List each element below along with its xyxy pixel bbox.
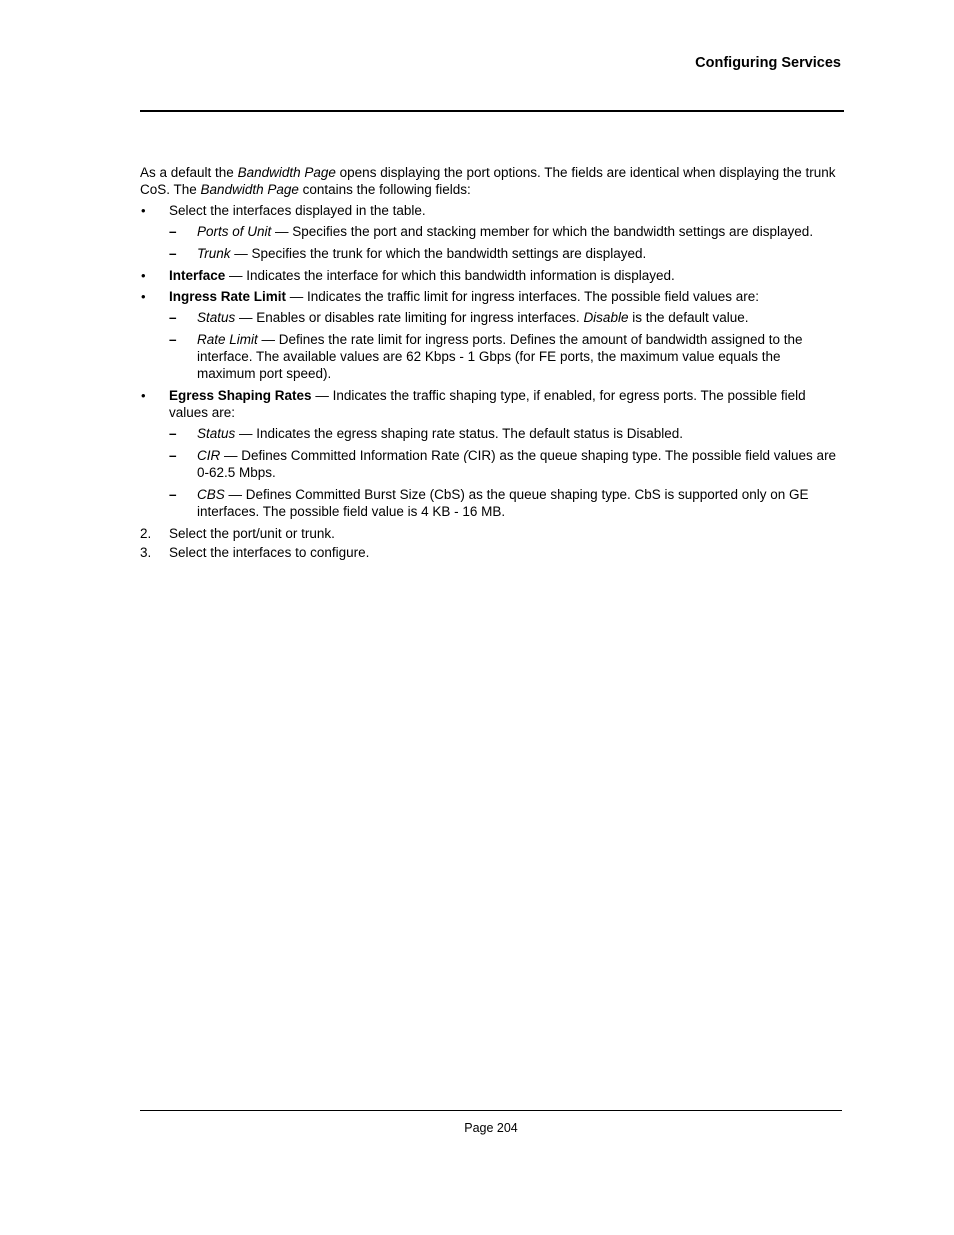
dash-marker: –	[169, 487, 177, 502]
page-header-title: Configuring Services	[695, 55, 841, 71]
list-item-egress-shaping-rates: • Egress Shaping Rates — Indicates the traffic shaping type, if enabled, for egress ports. The possible field values are:	[141, 388, 806, 420]
bullet-marker: •	[141, 289, 146, 304]
page-number: Page 204	[464, 1121, 518, 1135]
step-number: 2.	[140, 526, 152, 541]
sub-item-trunk: – Trunk — Specifies the trunk for which the bandwidth settings are displayed.	[169, 246, 647, 261]
step-number: 3.	[140, 545, 152, 560]
sub-item-rate-limit: – Rate Limit — Defines the rate limit for ingress ports. Defines the amount of bandwidth assigned to the interface. The available values are 62 Kbps - 1 Gbps (for FE ports, the maximum value equals the maximum port speed).	[169, 332, 803, 381]
numbered-step-2: 2. Select the port/unit or trunk.	[140, 526, 335, 541]
bullet-marker: •	[141, 388, 146, 403]
bullet-marker: •	[141, 203, 146, 218]
dash-marker: –	[169, 448, 177, 463]
footer-rule	[140, 1110, 842, 1111]
sub-item-cir: – CIR — Defines Committed Information Rate (CIR) as the queue shaping type. The possible field values are 0-62.5 Mbps.	[169, 448, 837, 480]
numbered-step-3: 3. Select the interfaces to configure.	[140, 545, 370, 560]
list-item-select: • Select the interfaces displayed in the table.	[141, 203, 426, 218]
header-rule	[140, 110, 844, 112]
sub-item-ports-of-unit: – Ports of Unit — Specifies the port and stacking member for which the bandwidth settings are displayed.	[169, 224, 814, 239]
dash-marker: –	[169, 246, 177, 261]
sub-item-cbs: – CBS — Defines Committed Burst Size (CbS) as the queue shaping type. CbS is supported only on GE interfaces. The possible field value is 4 KB - 16 MB.	[169, 487, 809, 519]
dash-marker: –	[169, 426, 177, 441]
list-item-ingress-rate-limit: • Ingress Rate Limit — Indicates the traffic limit for ingress interfaces. The possible field values are:	[141, 289, 759, 304]
dash-marker: –	[169, 224, 177, 239]
dash-marker: –	[169, 310, 177, 325]
bullet-marker: •	[141, 268, 146, 283]
document-body	[140, 164, 840, 563]
intro-paragraph: As a default the Bandwidth Page opens displaying the port options. The fields are identical when displaying the trunk CoS. The Bandwidth Page contains the following fields:	[140, 165, 836, 197]
sub-item-egress-status: – Status — Indicates the egress shaping rate status. The default status is Disabled.	[169, 426, 684, 441]
dash-marker: –	[169, 332, 177, 347]
sub-item-ingress-status: – Status — Enables or disables rate limiting for ingress interfaces. Disable is the default value.	[169, 310, 749, 325]
list-item-interface: • Interface — Indicates the interface for which this bandwidth information is displayed.	[141, 268, 675, 283]
